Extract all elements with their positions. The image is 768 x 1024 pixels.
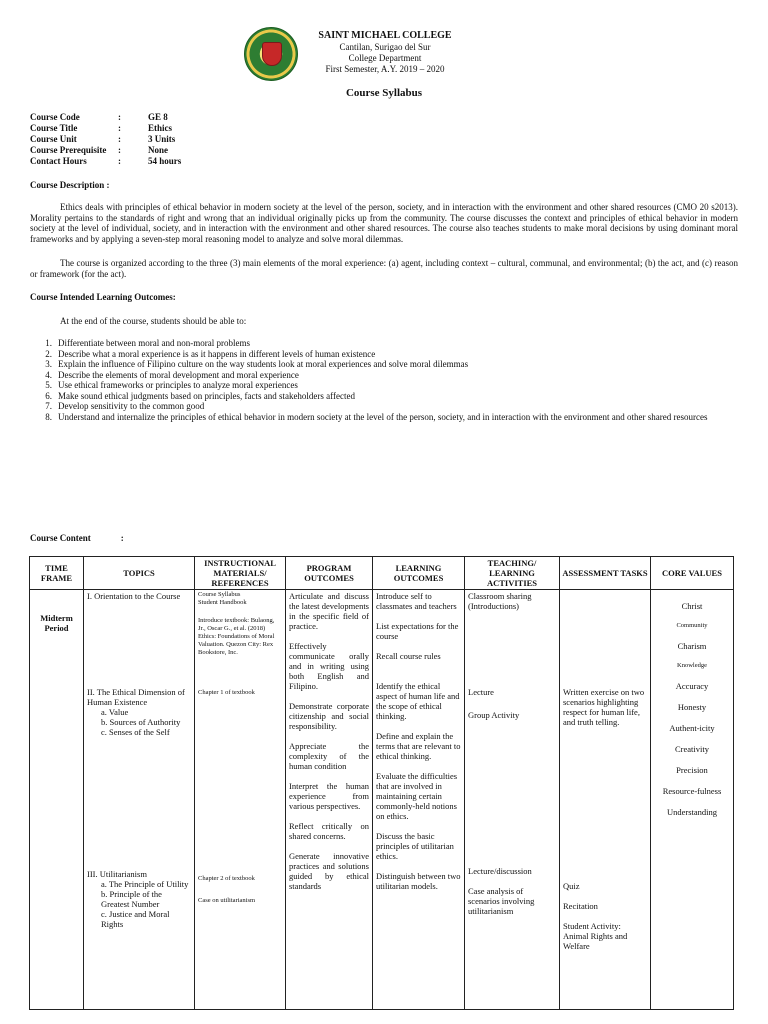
info-key: Course Unit (30, 134, 77, 144)
material: Student Handbook (198, 599, 247, 606)
core-value: Charism (677, 641, 707, 651)
subtopic: a. The Principle of Utility (101, 879, 189, 889)
clo-list (30, 338, 738, 422)
assessment: Recitation (563, 901, 598, 911)
col-header: INSTRUCTIONAL MATERIALS/ REFERENCES (195, 557, 286, 590)
activity: Classroom sharing (Introductions) (468, 591, 532, 611)
clo-heading: Course Intended Learning Outcomes: (30, 292, 176, 302)
clo-text: Describe what a moral experience is as it happens in different levels of human existence (58, 348, 376, 359)
list-item: 2. Describe what a moral experience is as it happens in different levels of human existence (45, 348, 376, 359)
college-name: SAINT MICHAEL COLLEGE (318, 30, 452, 41)
description-paragraph-1: Ethics deals with principles of ethical behavior in modern society at the level of the person, society, and in interaction with the environment and other shared resources (CMO 20 s2013). Morality pertains to the standards of right and wrong that an individual originally picks up from the community. The course discusses the context and principles of ethical behavior in modern society at the level of individual, society, and in interaction with the environment and other shared resources. The course also teaches students to make moral decisions by using dominant moral frameworks and by applying a seven-step moral reasoning model to analyze and solve moral dilemmas. (30, 202, 738, 244)
description-heading: Course Description : (30, 180, 110, 190)
content-heading-label: Course Content (30, 533, 91, 543)
description-paragraph-2: The course is organized according to the three (3) main elements of the moral experience: (a) agent, including context – cultural, communal, and environmental; (b) the act, and (c) reason or framework (for the act). (30, 258, 738, 279)
list-item: 3. Explain the influence of Filipino culture on the way students look at moral experiences and solve moral dilemmas (45, 359, 469, 369)
letterhead (300, 30, 470, 75)
seal-shield-icon (262, 42, 282, 66)
material: Chapter 2 of textbook (198, 875, 255, 882)
activity: Lecture (468, 687, 494, 697)
info-value: GE 8 (148, 112, 168, 122)
core-value: Authent-icity (669, 723, 715, 733)
info-colon: : (118, 145, 121, 155)
clo-text: Use ethical frameworks or principles to analyze moral experiences (58, 380, 298, 390)
info-key: Course Prerequisite (30, 145, 107, 155)
info-key: Course Title (30, 123, 78, 133)
core-value: Resource-fulness (662, 786, 722, 796)
core-value: Christ (681, 601, 703, 611)
learning-outcome: Recall course rules (376, 651, 441, 661)
subtopic: b. Principle of the Greatest Number (101, 889, 162, 909)
topic: II. The Ethical Dimension of Human Existence (87, 687, 185, 707)
info-value: 54 hours (148, 156, 182, 166)
info-row (30, 112, 181, 123)
col-header: CORE VALUES (651, 557, 734, 590)
core-values-cell (651, 590, 734, 1010)
activities-cell (465, 590, 560, 1010)
list-item: 1. Differentiate between moral and non-moral problems (45, 338, 251, 348)
info-colon: : (118, 156, 121, 166)
content-heading (30, 533, 124, 544)
clo-intro: At the end of the course, students should be able to: (60, 316, 247, 326)
assessment-cell (560, 590, 651, 1010)
topics-cell (84, 590, 195, 1010)
col-header: TIME FRAME (30, 557, 84, 590)
learning-outcome: Evaluate the difficulties that are involved in maintaining certain commonly-held notions on ethics. (376, 771, 458, 821)
clo-text: Make sound ethical judgments based on principles, facts and stakeholders affected (58, 390, 355, 401)
activity: Lecture/discussion (468, 866, 532, 876)
subtopic: a. Value (101, 707, 129, 717)
materials-cell (195, 590, 286, 1010)
program-outcome: Articulate and discuss the latest developments in the specific field of practice. (289, 591, 369, 631)
assessment: Quiz (563, 881, 580, 891)
college-seal (244, 27, 298, 81)
course-info (30, 112, 181, 167)
core-value: Creativity (675, 744, 709, 754)
assessment: Written exercise on two scenarios highlighting respect for human life, and truth telling. (563, 687, 645, 727)
program-outcomes-cell (286, 590, 373, 1010)
subtopic: c. Senses of the Self (101, 727, 170, 737)
list-item: 8. Understand and internalize the principles of ethical behavior in modern society at the level of the person, society, and in interaction with the environment and other shared resources (45, 411, 708, 422)
clo-text: Understand and internalize the principles of ethical behavior in modern society at the level of the person, society, and in interaction with the environment and other shared resources (58, 411, 708, 422)
col-header: LEARNING OUTCOMES (373, 557, 465, 590)
core-value: Accuracy (675, 681, 709, 691)
core-value: Honesty (677, 702, 707, 712)
learning-outcome: Define and explain the terms that are relevant to ethical thinking. (376, 731, 461, 761)
document-title: Course Syllabus (345, 87, 423, 99)
college-department: College Department (348, 53, 422, 63)
col-header: ASSESSMENT TASKS (560, 557, 651, 590)
content-heading-colon: : (120, 533, 124, 543)
clo-text: Explain the influence of Filipino culture on the way students look at moral experiences and solve moral dilemmas (58, 359, 469, 369)
list-item: 4. Describe the elements of moral development and moral experience (45, 369, 299, 380)
syllabus-table (29, 556, 734, 1010)
material: Introduce textbook: Bulaong, Jr., Oscar G., et al. (2018) Ethics: Foundations of Moral Valuation. Quezon City: Rex Bookstore, Inc. (198, 617, 275, 656)
clo-text: Describe the elements of moral development and moral experience (58, 369, 299, 380)
info-row (30, 145, 181, 156)
info-value: None (148, 145, 168, 155)
program-outcome: Effectively communicate orally and in writing using both English and Filipino. (289, 641, 369, 691)
info-key: Course Code (30, 112, 80, 122)
material: Chapter 1 of textbook (198, 689, 255, 696)
info-key: Contact Hours (30, 156, 87, 166)
learning-outcome: Identify the ethical aspect of human life and the scope of ethical thinking. (376, 681, 460, 721)
learning-outcome: Distinguish between two utilitarian models. (376, 871, 461, 891)
program-outcome: Reflect critically on shared concerns. (289, 821, 369, 841)
material: Case on utilitarianism (198, 897, 256, 904)
list-item: 5. Use ethical frameworks or principles to analyze moral experiences (45, 380, 298, 390)
list-item: 6. Make sound ethical judgments based on principles, facts and stakeholders affected (45, 390, 355, 401)
academic-term: First Semester, A.Y. 2019 – 2020 (325, 64, 445, 74)
info-row (30, 123, 181, 134)
assessment: Student Activity: Animal Rights and Welfare (563, 921, 628, 951)
col-header: TEACHING/ LEARNING ACTIVITIES (465, 557, 560, 590)
learning-outcome: Introduce self to classmates and teachers (376, 591, 457, 611)
activity: Group Activity (468, 710, 520, 720)
learning-outcomes-cell (373, 590, 465, 1010)
learning-outcome: List expectations for the course (376, 621, 459, 641)
info-colon: : (118, 123, 121, 133)
clo-text: Differentiate between moral and non-moral problems (58, 338, 251, 348)
core-value: Knowledge (677, 662, 707, 669)
clo-text: Develop sensitivity to the common good (58, 401, 205, 411)
core-value: Community (676, 622, 708, 629)
table-header-row (30, 557, 734, 590)
info-value: 3 Units (148, 134, 176, 144)
col-header: PROGRAM OUTCOMES (286, 557, 373, 590)
topic: I. Orientation to the Course (87, 591, 181, 601)
program-outcome: Interpret the human experience from various perspectives. (289, 781, 369, 811)
program-outcome: Demonstrate corporate citizenship and social responsibility. (289, 701, 369, 731)
subtopic: c. Justice and Moral Rights (101, 909, 170, 929)
subtopic: b. Sources of Authority (101, 717, 181, 727)
info-value: Ethics (148, 123, 173, 133)
info-colon: : (118, 112, 121, 122)
topic: III. Utilitarianism (87, 869, 147, 879)
time-frame: Midterm Period (40, 613, 73, 633)
learning-outcome: Discuss the basic principles of utilitarian ethics. (376, 831, 454, 861)
list-item: 7. Develop sensitivity to the common good (45, 401, 205, 411)
time-frame-cell (30, 590, 84, 1010)
program-outcome: Generate innovative practices and solutions guided by ethical standards (289, 851, 369, 891)
info-row (30, 156, 181, 167)
college-address: Cantilan, Surigao del Sur (339, 42, 431, 52)
activity: Case analysis of scenarios involving utilitarianism (468, 886, 535, 916)
material: Course Syllabus (198, 591, 241, 598)
info-colon: : (118, 134, 121, 144)
table-row (30, 590, 734, 1010)
col-header: TOPICS (84, 557, 195, 590)
info-row (30, 134, 181, 145)
program-outcome: Appreciate the complexity of the human condition (289, 741, 369, 771)
core-value: Precision (676, 765, 708, 775)
core-value: Understanding (666, 807, 718, 817)
